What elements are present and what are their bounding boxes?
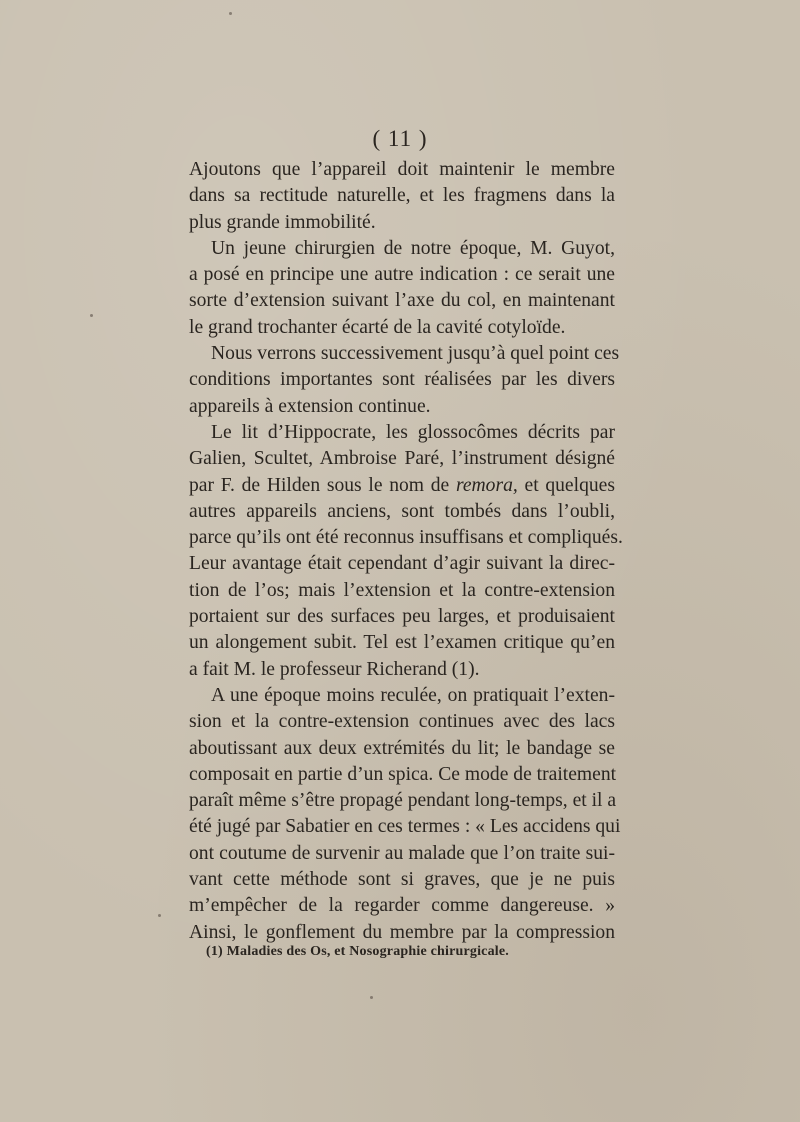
text-line-with-italic	[189, 473, 615, 499]
text-line: ont coutume de survenir au malade que l’on traite sui-	[189, 842, 615, 864]
text-line: Galien, Scultet, Ambroise Paré, l’instrument désigné	[189, 448, 615, 470]
text-segment: par F. de Hilden sous le nom de	[189, 474, 456, 496]
text-line: A une époque moins reculée, on pratiquait l’exten-	[211, 684, 615, 706]
text-segment: et quelques	[517, 474, 615, 496]
text-line: composait en partie d’un spica. Ce mode de traitement	[189, 763, 617, 785]
text-line: conditions importantes sont réalisées par les divers	[189, 369, 615, 391]
text-line: Leur avantage était cependant d’agir suivant la direc-	[189, 553, 615, 575]
page-number: ( 11 )	[372, 126, 428, 151]
text-line: vant cette méthode sont si graves, que je ne puis	[189, 869, 615, 891]
text-line: tion de l’os; mais l’extension et la contre-extension	[189, 579, 615, 601]
paper-speck	[90, 314, 93, 317]
text-line: autres appareils anciens, sont tombés dans l’oubli,	[189, 500, 615, 522]
text-line: parce qu’ils ont été reconnus insuffisans et compliqués.	[189, 527, 623, 549]
text-line: Le lit d’Hippocrate, les glossocômes décrits par	[211, 421, 615, 443]
text-line: sorte d’extension suivant l’axe du col, en maintenant	[189, 290, 615, 312]
text-line: a posé en principe une autre indication : ce serait une	[189, 264, 615, 286]
body-text	[189, 157, 623, 946]
text-line: le grand trochanter écarté de la cavité cotyloïde.	[189, 316, 566, 338]
text-line: a fait M. le professeur Richerand (1).	[189, 658, 480, 680]
text-line: dans sa rectitude naturelle, et les fragmens dans la	[189, 185, 615, 207]
footnote: (1) Maladies des Os, et Nosographie chirurgicale.	[206, 944, 509, 959]
text-line: Un jeune chirurgien de notre époque, M. Guyot,	[211, 237, 615, 259]
text-line: appareils à extension continue.	[189, 395, 431, 417]
text-line: plus grande immobilité.	[189, 211, 376, 233]
text-line: un alongement subit. Tel est l’examen critique qu’en	[189, 632, 615, 654]
text-line: Nous verrons successivement jusqu’à quel point ces	[211, 343, 620, 365]
paper-speck	[229, 12, 232, 15]
text-line: portaient sur des surfaces peu larges, et produisaient	[189, 606, 615, 628]
paper-speck	[370, 996, 373, 999]
text-line: m’empêcher de la regarder comme dangereuse. »	[189, 895, 615, 917]
text-line: sion et la contre-extension continues avec des lacs	[189, 711, 615, 733]
text-line: paraît même s’être propagé pendant long-temps, et il a	[189, 790, 617, 812]
text-line: Ainsi, le gonflement du membre par la compression	[189, 921, 615, 943]
text-line: été jugé par Sabatier en ces termes : « Les accidens qui	[189, 816, 621, 838]
text-line: aboutissant aux deux extrémités du lit; le bandage se	[189, 737, 615, 759]
text-line: Ajoutons que l’appareil doit maintenir le membre	[189, 159, 615, 180]
paper-speck	[158, 914, 161, 917]
italic-word: remora,	[455, 474, 518, 496]
